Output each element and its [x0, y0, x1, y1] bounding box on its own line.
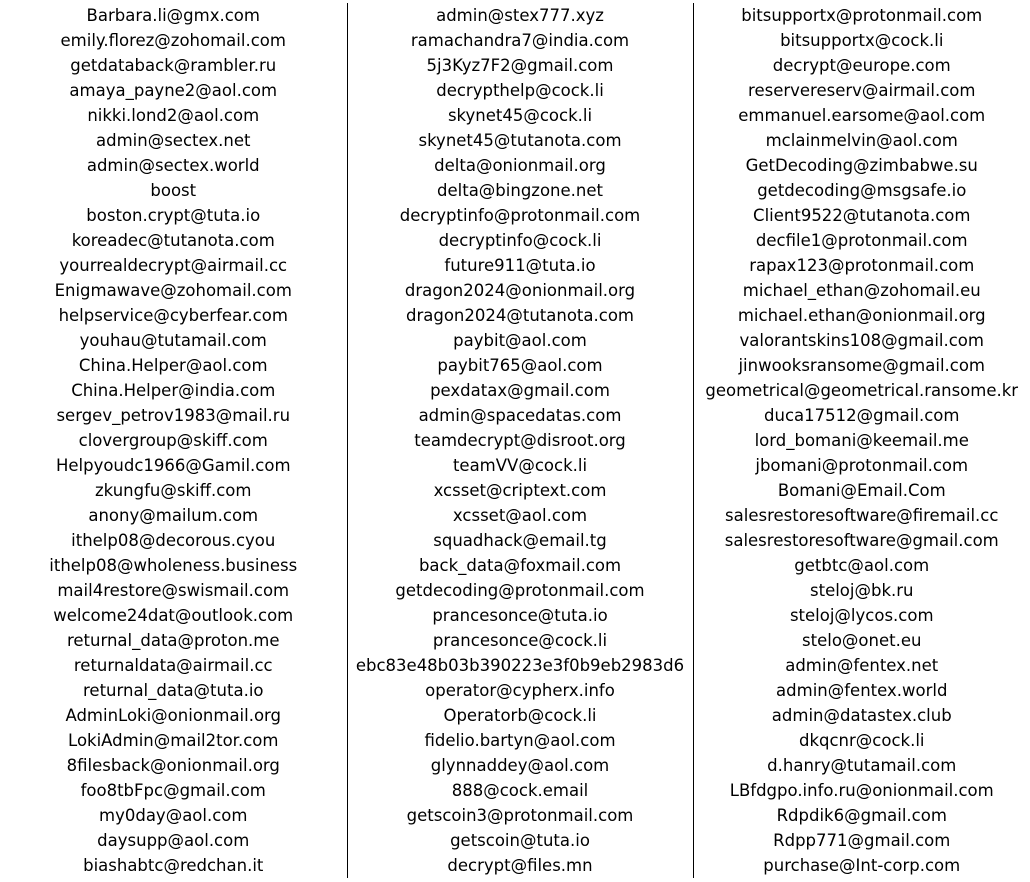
table-cell[interactable]: stelo@onet.eu: [693, 628, 1030, 653]
table-cell[interactable]: bitsupportx@cock.li: [693, 28, 1030, 53]
table-cell[interactable]: 888@cock.email: [347, 778, 693, 803]
table-cell[interactable]: lord_bomani@keemail.me: [693, 428, 1030, 453]
table-cell[interactable]: getscoin3@protonmail.com: [347, 803, 693, 828]
table-row: [0, 753, 1030, 778]
table-cell[interactable]: biashabtc@redchan.it: [0, 853, 347, 878]
table-cell[interactable]: delta@bingzone.net: [347, 178, 693, 203]
table-row: [0, 703, 1030, 728]
table-cell[interactable]: pexdatax@gmail.com: [347, 378, 693, 403]
table-cell[interactable]: skynet45@cock.li: [347, 103, 693, 128]
table-cell[interactable]: glynnaddey@aol.com: [347, 753, 693, 778]
table-cell[interactable]: decryptinfo@protonmail.com: [347, 203, 693, 228]
table-cell[interactable]: decrypthelp@cock.li: [347, 78, 693, 103]
table-cell[interactable]: Bomani@Email.Com: [693, 478, 1030, 503]
table-row: [0, 403, 1030, 428]
table-row: [0, 478, 1030, 503]
table-row: [0, 178, 1030, 203]
table-cell[interactable]: valorantskins108@gmail.com: [693, 328, 1030, 353]
table-cell[interactable]: nikki.lond2@aol.com: [0, 103, 347, 128]
table-cell[interactable]: fidelio.bartyn@aol.com: [347, 728, 693, 753]
table-cell[interactable]: ithelp08@decorous.cyou: [0, 528, 347, 553]
table-row: [0, 603, 1030, 628]
table-cell[interactable]: Enigmawave@zohomail.com: [0, 278, 347, 303]
table-cell[interactable]: LBfdgpo.info.ru@onionmail.com: [693, 778, 1030, 803]
table-cell[interactable]: getscoin@tuta.io: [347, 828, 693, 853]
table-row: [0, 578, 1030, 603]
table-row: [0, 303, 1030, 328]
table-cell[interactable]: boston.crypt@tuta.io: [0, 203, 347, 228]
table-cell[interactable]: paybit@aol.com: [347, 328, 693, 353]
table-row: [0, 378, 1030, 403]
email-table: [0, 3, 1030, 878]
table-cell[interactable]: mclainmelvin@aol.com: [693, 128, 1030, 153]
table-row: [0, 778, 1030, 803]
table-cell[interactable]: boost: [0, 178, 347, 203]
table-cell[interactable]: Operatorb@cock.li: [347, 703, 693, 728]
email-table-container: [0, 3, 1030, 878]
table-row: [0, 828, 1030, 853]
table-cell[interactable]: operator@cypherx.info: [347, 678, 693, 703]
table-cell[interactable]: xcsset@criptext.com: [347, 478, 693, 503]
table-cell[interactable]: returnal_data@tuta.io: [0, 678, 347, 703]
table-row: [0, 803, 1030, 828]
table-cell[interactable]: delta@onionmail.org: [347, 153, 693, 178]
table-cell[interactable]: admin@spacedatas.com: [347, 403, 693, 428]
table-cell[interactable]: xcsset@aol.com: [347, 503, 693, 528]
table-cell[interactable]: admin@stex777.xyz: [347, 3, 693, 28]
table-cell[interactable]: getdecoding@msgsafe.io: [693, 178, 1030, 203]
table-row: [0, 528, 1030, 553]
table-cell[interactable]: reservereserv@airmail.com: [693, 78, 1030, 103]
table-cell[interactable]: China.Helper@aol.com: [0, 353, 347, 378]
table-cell[interactable]: 5j3Kyz7F2@gmail.com: [347, 53, 693, 78]
table-cell[interactable]: dkqcnr@cock.li: [693, 728, 1030, 753]
table-cell[interactable]: teamVV@cock.li: [347, 453, 693, 478]
table-cell[interactable]: foo8tbFpc@gmail.com: [0, 778, 347, 803]
table-cell[interactable]: squadhack@email.tg: [347, 528, 693, 553]
table-cell[interactable]: duca17512@gmail.com: [693, 403, 1030, 428]
table-row: [0, 678, 1030, 703]
table-cell[interactable]: dragon2024@onionmail.org: [347, 278, 693, 303]
table-row: [0, 203, 1030, 228]
table-cell[interactable]: prancesonce@cock.li: [347, 628, 693, 653]
table-cell[interactable]: paybit765@aol.com: [347, 353, 693, 378]
table-cell[interactable]: Rdpp771@gmail.com: [693, 828, 1030, 853]
table-cell[interactable]: salesrestoresoftware@gmail.com: [693, 528, 1030, 553]
table-cell[interactable]: youhau@tutamail.com: [0, 328, 347, 353]
table-row: [0, 3, 1030, 28]
table-cell[interactable]: daysupp@aol.com: [0, 828, 347, 853]
table-row: [0, 53, 1030, 78]
table-cell[interactable]: getbtc@aol.com: [693, 553, 1030, 578]
table-row: [0, 78, 1030, 103]
table-cell[interactable]: steloj@bk.ru: [693, 578, 1030, 603]
table-cell[interactable]: decrypt@files.mn: [347, 853, 693, 878]
table-cell[interactable]: getdataback@rambler.ru: [0, 53, 347, 78]
table-cell[interactable]: helpservice@cyberfear.com: [0, 303, 347, 328]
table-cell[interactable]: future911@tuta.io: [347, 253, 693, 278]
table-cell[interactable]: emily.florez@zohomail.com: [0, 28, 347, 53]
table-cell[interactable]: China.Helper@india.com: [0, 378, 347, 403]
table-cell[interactable]: anony@mailum.com: [0, 503, 347, 528]
table-cell[interactable]: welcome24dat@outlook.com: [0, 603, 347, 628]
table-cell[interactable]: mail4restore@swismail.com: [0, 578, 347, 603]
email-table-body: [0, 3, 1030, 878]
table-cell[interactable]: dragon2024@tutanota.com: [347, 303, 693, 328]
table-row: [0, 428, 1030, 453]
table-row: [0, 728, 1030, 753]
table-cell[interactable]: koreadec@tutanota.com: [0, 228, 347, 253]
table-cell[interactable]: jbomani@protonmail.com: [693, 453, 1030, 478]
table-row: [0, 278, 1030, 303]
table-cell[interactable]: getdecoding@protonmail.com: [347, 578, 693, 603]
table-cell[interactable]: my0day@aol.com: [0, 803, 347, 828]
table-cell[interactable]: 8filesback@onionmail.org: [0, 753, 347, 778]
table-cell[interactable]: ithelp08@wholeness.business: [0, 553, 347, 578]
table-cell[interactable]: d.hanry@tutamail.com: [693, 753, 1030, 778]
table-cell[interactable]: teamdecrypt@disroot.org: [347, 428, 693, 453]
table-row: [0, 328, 1030, 353]
table-cell[interactable]: michael.ethan@onionmail.org: [693, 303, 1030, 328]
table-cell[interactable]: AdminLoki@onionmail.org: [0, 703, 347, 728]
table-cell[interactable]: jinwooksransome@gmail.com: [693, 353, 1030, 378]
table-cell[interactable]: amaya_payne2@aol.com: [0, 78, 347, 103]
table-cell[interactable]: emmanuel.earsome@aol.com: [693, 103, 1030, 128]
table-cell[interactable]: purchase@Int-corp.com: [693, 853, 1030, 878]
table-row: [0, 553, 1030, 578]
table-row: [0, 853, 1030, 878]
table-cell[interactable]: LokiAdmin@mail2tor.com: [0, 728, 347, 753]
table-cell[interactable]: zkungfu@skiff.com: [0, 478, 347, 503]
table-cell[interactable]: admin@sectex.world: [0, 153, 347, 178]
table-cell[interactable]: steloj@lycos.com: [693, 603, 1030, 628]
table-row: [0, 228, 1030, 253]
table-cell[interactable]: ramachandra7@india.com: [347, 28, 693, 53]
table-row: [0, 128, 1030, 153]
table-row: [0, 653, 1030, 678]
table-cell[interactable]: Barbara.li@gmx.com: [0, 3, 347, 28]
table-row: [0, 153, 1030, 178]
table-cell[interactable]: michael_ethan@zohomail.eu: [693, 278, 1030, 303]
table-cell[interactable]: skynet45@tutanota.com: [347, 128, 693, 153]
table-cell[interactable]: admin@datastex.club: [693, 703, 1030, 728]
table-cell[interactable]: decryptinfo@cock.li: [347, 228, 693, 253]
table-cell[interactable]: decfile1@protonmail.com: [693, 228, 1030, 253]
table-cell[interactable]: rapax123@protonmail.com: [693, 253, 1030, 278]
table-row: [0, 103, 1030, 128]
table-cell[interactable]: Rdpdik6@gmail.com: [693, 803, 1030, 828]
table-cell[interactable]: Client9522@tutanota.com: [693, 203, 1030, 228]
table-row: [0, 628, 1030, 653]
table-cell[interactable]: Helpyoudc1966@Gamil.com: [0, 453, 347, 478]
table-cell[interactable]: admin@fentex.world: [693, 678, 1030, 703]
table-cell[interactable]: back_data@foxmail.com: [347, 553, 693, 578]
table-cell[interactable]: salesrestoresoftware@firemail.cc: [693, 503, 1030, 528]
table-cell[interactable]: sergev_petrov1983@mail.ru: [0, 403, 347, 428]
table-cell[interactable]: returnaldata@airmail.cc: [0, 653, 347, 678]
table-row: [0, 503, 1030, 528]
table-cell[interactable]: bitsupportx@protonmail.com: [693, 3, 1030, 28]
table-cell[interactable]: admin@fentex.net: [693, 653, 1030, 678]
table-row: [0, 353, 1030, 378]
table-cell[interactable]: ebc83e48b03b390223e3f0b9eb2983d6: [347, 653, 693, 678]
table-row: [0, 28, 1030, 53]
table-cell[interactable]: GetDecoding@zimbabwe.su: [693, 153, 1030, 178]
table-cell[interactable]: clovergroup@skiff.com: [0, 428, 347, 453]
table-cell[interactable]: decrypt@europe.com: [693, 53, 1030, 78]
table-cell[interactable]: prancesonce@tuta.io: [347, 603, 693, 628]
table-cell[interactable]: yourrealdecrypt@airmail.cc: [0, 253, 347, 278]
table-cell[interactable]: admin@sectex.net: [0, 128, 347, 153]
table-cell[interactable]: geometrical@geometrical.ransome.kr: [693, 378, 1030, 403]
table-cell[interactable]: returnal_data@proton.me: [0, 628, 347, 653]
table-row: [0, 253, 1030, 278]
table-row: [0, 453, 1030, 478]
